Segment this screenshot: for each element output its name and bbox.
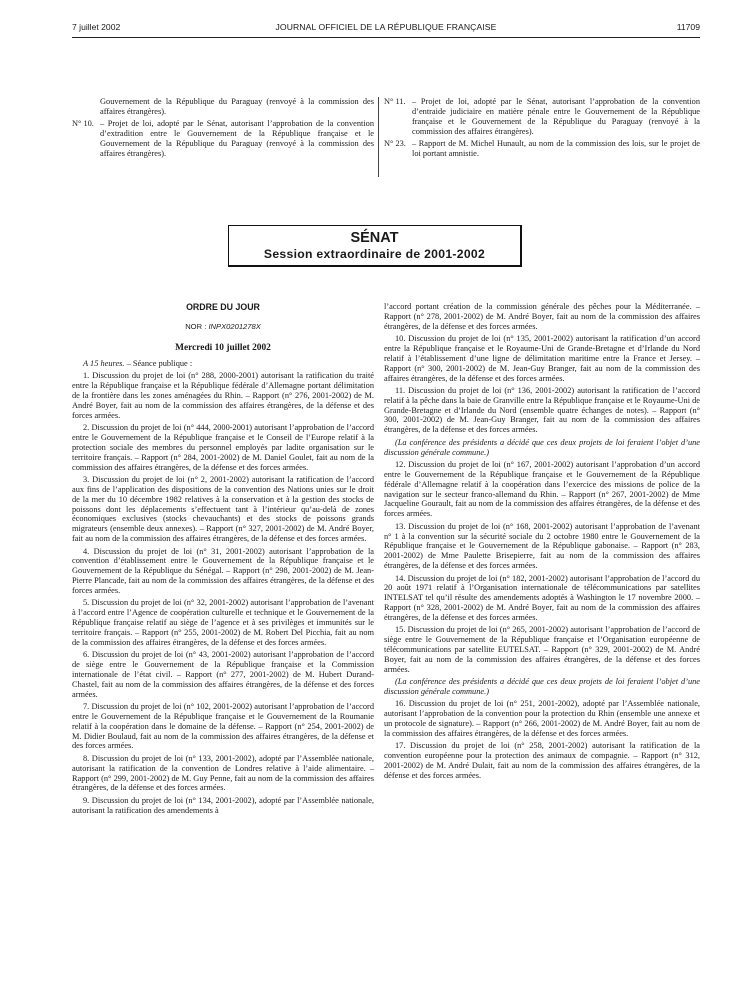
- header-date: 7 juillet 2002: [72, 22, 121, 32]
- item-label: N° 23.: [384, 138, 406, 148]
- agenda-item: l’accord portant création de la commission générale des pêches pour la Méditerranée. – Rapport (n° 278, 2001-2002) de M. André Boyer, fait au nom de la commission des affaires étrangères, de la défense et des forces armées.: [384, 302, 700, 331]
- agenda-item: 4. Discussion du projet de loi (n° 31, 2001-2002) autorisant l’approbation de la convention d’établissement entre le Gouvernement de la République française et le Gouvernement de la République du Sénégal. – Rapport (n° 298, 2001-2002) de M. Jean-Pierre Plancade, fait au nom de la commission des affaires étrangères, de la défense et des forces armées.: [72, 546, 374, 595]
- top-right-column: [384, 97, 700, 161]
- seance-time: A 15 heures.: [83, 359, 125, 368]
- senat-session-box: [228, 225, 522, 267]
- agenda-item: 9. Discussion du projet de loi (n° 134, 2001-2002), adopté par l’Assemblée nationale, autorisant la ratification des amendements à: [72, 795, 374, 815]
- item-label: N° 11.: [384, 97, 406, 106]
- agenda-right-column: [384, 302, 700, 783]
- agenda-left-column: [72, 359, 374, 818]
- item-n11: [384, 97, 700, 136]
- agenda-item: 14. Discussion du projet de loi (n° 182, 2001-2002) autorisant l’approbation de l’accord du 20 août 1971 relatif à l’Organisation internationale de télécommunications par satellites INTELSAT tel qu’il résulte des amendements adoptés à Washington le 17 novembre 2000. – Rapport (n° 328, 2001-2002) de M. André Boyer, fait au nom de la commission des affaires étrangères, de la défense et des forces armées.: [384, 573, 700, 622]
- header-journal-title: JOURNAL OFFICIEL DE LA RÉPUBLIQUE FRANÇAISE: [275, 22, 497, 32]
- seance-label: – Séance publique :: [124, 359, 193, 368]
- agenda-item: 10. Discussion du projet de loi (n° 135, 2001-2002) autorisant la ratification d’un accord entre la République française et le Royaume-Uni de Grande-Bretagne et d’Irlande du Nord relatif à l’établissement d’une ligne de délimitation maritime entre la France et Jersey. – Rapport (n° 300, 2001-2002) de M. Jean-Guy Branger, fait au nom de la commission des affaires étrangères, de la défense et des forces armées.: [384, 334, 700, 383]
- agenda-item: 15. Discussion du projet de loi (n° 265, 2001-2002) autorisant l’approbation de l’accord de siège entre le Gouvernement de la République française et l’Organisation européenne de télécommunications par satellite EUTELSAT. – Rapport (n° 329, 2001-2002) de M. André Boyer, fait au nom de la commission des affaires étrangères, de la défense et des forces armées.: [384, 625, 700, 674]
- agenda-item: 8. Discussion du projet de loi (n° 133, 2001-2002), adopté par l’Assemblée nationale, autorisant la ratification de la convention de Londres relative à l’aide alimentaire. – Rapport (n° 299, 2001-2002) de M. Guy Penne, fait au nom de la commission des affaires étrangères, de la défense et des forces armées.: [72, 753, 374, 793]
- agenda-item: 17. Discussion du projet de loi (n° 258, 2001-2002) autorisant la ratification de la convention européenne pour la protection des animaux de compagnie. – Rapport (n° 312, 2001-2002) de M. André Dulait, fait au nom de la commission des affaires étrangères, de la défense et des forces armées.: [384, 741, 700, 780]
- header-rule: [72, 37, 700, 38]
- seance-line: [72, 359, 374, 369]
- conference-note: (La conférence des présidents a décidé que ces deux projets de loi feraient l’objet d’une discussion générale commune.): [384, 677, 700, 696]
- item-label: N° 10.: [72, 119, 94, 129]
- agenda-item: 7. Discussion du projet de loi (n° 102, 2001-2002) autorisant l’approbation de l’accord entre le Gouvernement de la République française et le Gouvernement de la Roumanie relatif à la coopération dans le domaine de la défense. – Rapport (n° 254, 2001-2002) de M. Didier Boulaud, fait au nom de la commission des affaires étrangères, de la défense et des forces armées.: [72, 702, 374, 751]
- agenda-item: 16. Discussion du projet de loi (n° 251, 2001-2002), adopté par l’Assemblée nationale, autorisant l’approbation de la convention pour la protection du Rhin (ensemble une annexe et un protocole de signature). – Rapport (n° 266, 2001-2002) de M. André Boyer, fait au nom de la commission des affaires étrangères, de la défense et des forces armées.: [384, 699, 700, 738]
- agenda-item: 1. Discussion du projet de loi (n° 288, 2000-2001) autorisant la ratification du traité entre la République française et la République fédérale d’Allemagne portant délimitation de la frontière dans les zones aménagées du Rhin. – Rapport (n° 276, 2001-2002) de M. André Boyer, fait au nom de la commission des affaires étrangères, de la défense et des forces armées.: [72, 371, 374, 420]
- agenda-item: 5. Discussion du projet de loi (n° 32, 2001-2002) autorisant l’approbation de l’avenant à l’accord entre l’Agence de coopération culturelle et technique et le Gouvernement de la République française relatif au siège de l’agence et à ses privilèges et immunités sur le territoire français. – Rapport (n° 255, 2001-2002) de M. Robert Del Picchia, fait au nom de la commission des affaires étrangères, de la défense et des forces armées.: [72, 598, 374, 647]
- item-text: – Projet de loi, adopté par le Sénat, autorisant l’approbation de la convention d’entraide judiciaire en matière pénale entre le Gouvernement de la République française et le Gouvernement de la République du Paraguay (renvoyé à la commission des affaires étrangères).: [412, 97, 700, 136]
- continuation-paragraph: Gouvernement de la République du Paraguay (renvoyé à la commission des affaires étrangères).: [100, 97, 374, 116]
- column-divider: [378, 97, 379, 177]
- agenda-item: 11. Discussion du projet de loi (n° 136, 2001-2002) autorisant la ratification de l’accord relatif à la pêche dans la baie de Granville entre la République française et le Royaume-Uni de Grande-Bretagne et d’Irlande du Nord (ensemble quatre échanges de notes). – Rapport (n° 300, 2001-2002) de M. Jean-Guy Branger, fait au nom de la commission des affaires étrangères, de la défense et des forces armées.: [384, 385, 700, 435]
- session-date-heading: Mercredi 10 juillet 2002: [175, 343, 271, 353]
- agenda-item: 6. Discussion du projet de loi (n° 43, 2001-2002) autorisant l’approbation de l’accord de siège entre le Gouvernement de la République française et la Commission internationale de l’état civil. – Rapport (n° 277, 2001-2002) de M. Hubert Durand-Chastel, fait au nom de la commission des affaires étrangères, de la défense et des forces armées.: [72, 650, 374, 699]
- agenda-item: 2. Discussion du projet de loi (n° 444, 2000-2001) autorisant l’approbation de l’accord entre le Gouvernement de la République française et le Conseil de l’Europe relatif à la protection sociale des membres du personnel employés par ladite organisation sur le territoire français. – Rapport (n° 284, 2001-2002) de M. Daniel Goulet, fait au nom de la commission des affaires étrangères, de la défense et des forces armées.: [72, 423, 374, 472]
- item-text: – Rapport de M. Michel Hunault, au nom de la commission des lois, sur le projet de loi portant amnistie.: [412, 138, 700, 158]
- item-n23: [384, 139, 700, 159]
- item-n10: [72, 119, 374, 158]
- running-header: [72, 22, 700, 36]
- nor-reference: [72, 322, 374, 331]
- agenda-item: 13. Discussion du projet de loi (n° 168, 2001-2002) autorisant l’approbation de l’avenant n° 1 à la convention sur la sécurité sociale du 2 octobre 1980 entre le Gouvernement de la République française et le Gouvernement de la République gabonaise. – Rapport (n° 283, 2001-2002) de Mme Paulette Brisepierre, fait au nom de la commission des affaires étrangères, de la défense et des forces armées.: [384, 521, 700, 571]
- nor-code: INPX0201278X: [208, 322, 261, 331]
- page-number: 11709: [676, 22, 700, 32]
- nor-label: NOR :: [185, 322, 207, 331]
- senat-title: SÉNAT: [350, 230, 399, 246]
- session-subtitle: Session extraordinaire de 2001-2002: [263, 247, 486, 261]
- item-text: – Projet de loi, adopté par le Sénat, autorisant l’approbation de la convention d’extradition entre le Gouvernement de la République française et le Gouvernement de la République du Paraguay (renvoyé à la commission des affaires étrangères).: [100, 119, 374, 158]
- top-left-column: [72, 97, 374, 161]
- agenda-item: 12. Discussion du projet de loi (n° 167, 2001-2002) autorisant l’approbation d’un accord entre le Gouvernement de la République française et le Gouvernement de la République fédérale d’Allemagne relatif à la coopération dans l’exercice des missions de police de la navigation sur le secteur franco-allemand du Rhin. – Rapport (n° 267, 2001-2002) de Mme Jacqueline Gourault, fait au nom de la commission des affaires étrangères, de la défense et des forces armées.: [384, 460, 700, 519]
- agenda-item: 3. Discussion du projet de loi (n° 2, 2001-2002) autorisant la ratification de l’accord aux fins de l’application des dispositions de la convention des Nations unies sur le droit de la mer du 10 décembre 1982 relatives à la conservation et à la gestion des stocks de poissons dont les déplacements s’effectuent tant à l’intérieur qu’au-delà de zones économiques exclusives (stocks chevauchants) et des stocks de poissons grands migrateurs (ensemble deux annexes). – Rapport (n° 327, 2001-2002) de M. André Boyer, fait au nom de la commission des affaires étrangères, de la défense et des forces armées.: [72, 475, 374, 544]
- conference-note: (La conférence des présidents a décidé que ces deux projets de loi feraient l’objet d’une discussion générale commune.): [384, 437, 700, 457]
- ordre-du-jour-heading: ORDRE DU JOUR: [186, 302, 260, 312]
